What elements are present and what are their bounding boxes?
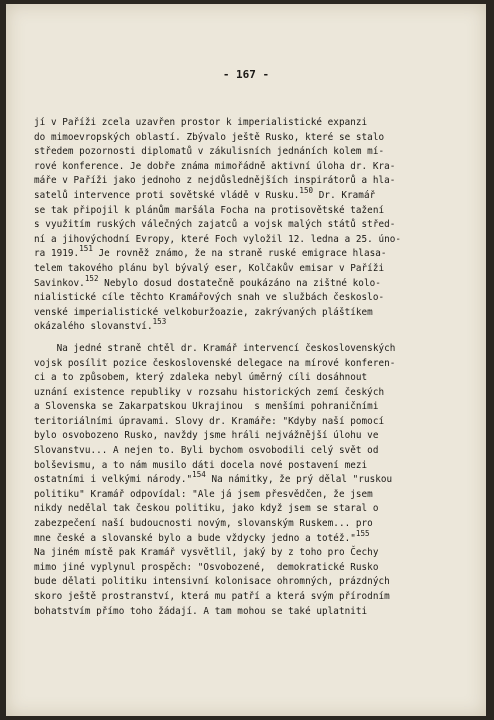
line-text: ostatními i velkými národy." (34, 474, 193, 486)
line-text: nialistické cíle těchto Kramářových snah ve službách českoslo- (34, 292, 385, 304)
text-line (34, 386, 474, 401)
text-line (34, 415, 474, 430)
text-line (34, 528, 474, 547)
line-text: uznání existence republiky v rozsahu historických zemí českých (34, 386, 385, 398)
paragraph (34, 342, 474, 619)
footnote-marker: 153 (152, 317, 167, 327)
text-line (34, 160, 474, 175)
text-line (34, 459, 474, 474)
line-text: s využitím ruských válečných zajatců a vojsk malých států střed- (34, 219, 396, 231)
paragraph (34, 116, 474, 335)
line-text: satelů intervence proti sovětské vládě v Rusku. (34, 189, 300, 201)
text-line (34, 429, 474, 444)
line-text: mne české a slovanské bylo a bude vždycky jedno a totéž." (34, 532, 356, 544)
line-text: a Slovenska se Zakarpatskou Ukrajinou s menšími pohraničními (34, 401, 379, 413)
line-text: ní a jihovýchodní Evropy, které Foch vyložil 12. ledna a 25. úno- (34, 233, 402, 245)
line-text: venské imperialistické velkoburžoazie, zakrývaných pláštíkem (34, 306, 373, 318)
line-text-continued: Na námitky, že prý dělal "ruskou (205, 474, 393, 486)
line-text: teritoriálními úpravami. Slovy dr. Kramáře: "Kdyby naší pomocí (34, 415, 385, 427)
line-text: skoro ještě prostranství, která mu patří a která svým přírodním (34, 591, 390, 602)
text-line (34, 218, 474, 233)
text-line (34, 174, 474, 189)
line-text: nikdy nedělal tak českou politiku, jako když jsem se staral o (34, 503, 379, 515)
text-line (34, 546, 474, 561)
line-text: středem pozornosti diplomatů v zákulisních jednáních kolem mí- (34, 146, 385, 158)
text-line (34, 357, 474, 372)
footnote-marker: 154 (192, 470, 206, 480)
text-line (34, 444, 474, 459)
text-line (34, 561, 474, 576)
text-line (34, 400, 474, 415)
text-line (34, 273, 474, 292)
footnote-marker: 155 (355, 528, 370, 538)
line-text: vojsk posílit pozice československé delegace na mírové konferen- (34, 357, 396, 369)
line-text-continued: Je rovněž známo, že na straně ruské emigrace hlasa- (92, 248, 387, 260)
text-line (34, 605, 474, 620)
text-line (34, 590, 474, 605)
text-line (34, 185, 474, 204)
line-text: ci a to způsobem, který zdaleka nebyl úměrný cíli dosáhnout (34, 372, 368, 384)
line-text: bude dělati politiku intensivní kolonisace ohromných, prázdných (34, 576, 390, 588)
text-line (34, 317, 474, 335)
footnote-marker: 152 (84, 273, 99, 283)
line-text: bylo osvobozeno Rusko, navždy jsme hráli nejvážnější úlohu ve (34, 430, 379, 442)
text-line (34, 116, 474, 131)
footnote-marker: 151 (79, 244, 93, 254)
line-text: jí v Paříži zcela uzavřen prostor k imperialistické expanzi (34, 117, 368, 128)
text-line (34, 306, 474, 321)
text-line (34, 488, 474, 503)
paragraph-gap (34, 335, 474, 342)
line-text: politiku" Kramář odpovídal: "Ale já jsem přesvědčen, že jsem (34, 488, 373, 500)
line-text-continued: Nebylo dosud dostatečně poukázáno na zištné kolo- (98, 277, 381, 289)
line-text: máře v Paříži jako jednoho z nejdůslednějších inspirátorů a hla- (34, 175, 396, 187)
line-text: bohatstvím přímo toho žádají. A tam mohou se také uplatniti (34, 605, 368, 617)
page-number: - 167 - (222, 68, 270, 81)
line-text: rové konference. Je dobře známa mimořádně aktivní úloha dr. Kra- (34, 160, 396, 172)
line-text: telem takového plánu byl bývalý eser, Kolčakův emisar v Paříži (34, 262, 385, 274)
footnote-marker: 150 (299, 185, 314, 195)
line-text: ra 1919. (34, 248, 80, 260)
line-text: Slovanstvu... A nejen to. Byli bychom osvobodili celý svět od (34, 445, 379, 457)
line-text: Na jiném místě pak Kramář vysvětlil, jaký by z toho pro Čechy (34, 547, 379, 559)
line-text: se tak připojil k plánům maršála Focha na protisovětské tažení (34, 204, 385, 216)
text-line (34, 244, 474, 262)
document-page (6, 4, 486, 716)
text-line (34, 291, 474, 306)
text-line (34, 517, 474, 532)
text-line (34, 145, 474, 160)
text-line (34, 233, 474, 248)
text-line (34, 204, 474, 219)
line-text: mimo jiné vyplynul prospěch: "Osvobozené, demokratické Rusko (34, 561, 379, 573)
line-text-continued: Dr. Kramář (313, 189, 376, 201)
line-text: do mimoevropských oblastí. Zbývalo ještě Rusko, které se stalo (34, 131, 385, 143)
body-text (34, 116, 474, 619)
text-line (34, 371, 474, 386)
text-line (34, 131, 474, 146)
text-line (34, 575, 474, 590)
text-line (34, 502, 474, 517)
line-text: zabezpečení naší budoucnosti novým, slovanským Ruskem... pro (34, 518, 373, 530)
text-line (34, 262, 474, 277)
line-text: Savinkov. (34, 277, 85, 289)
line-text: Na jedné straně chtěl dr. Kramář intervencí československých (34, 342, 396, 354)
line-text: okázalého slovanství. (34, 321, 153, 333)
text-line (34, 470, 474, 488)
line-text: bolševismu, a to nám musilo dáti docela nové postavení mezi (34, 459, 368, 471)
text-line (34, 342, 474, 357)
